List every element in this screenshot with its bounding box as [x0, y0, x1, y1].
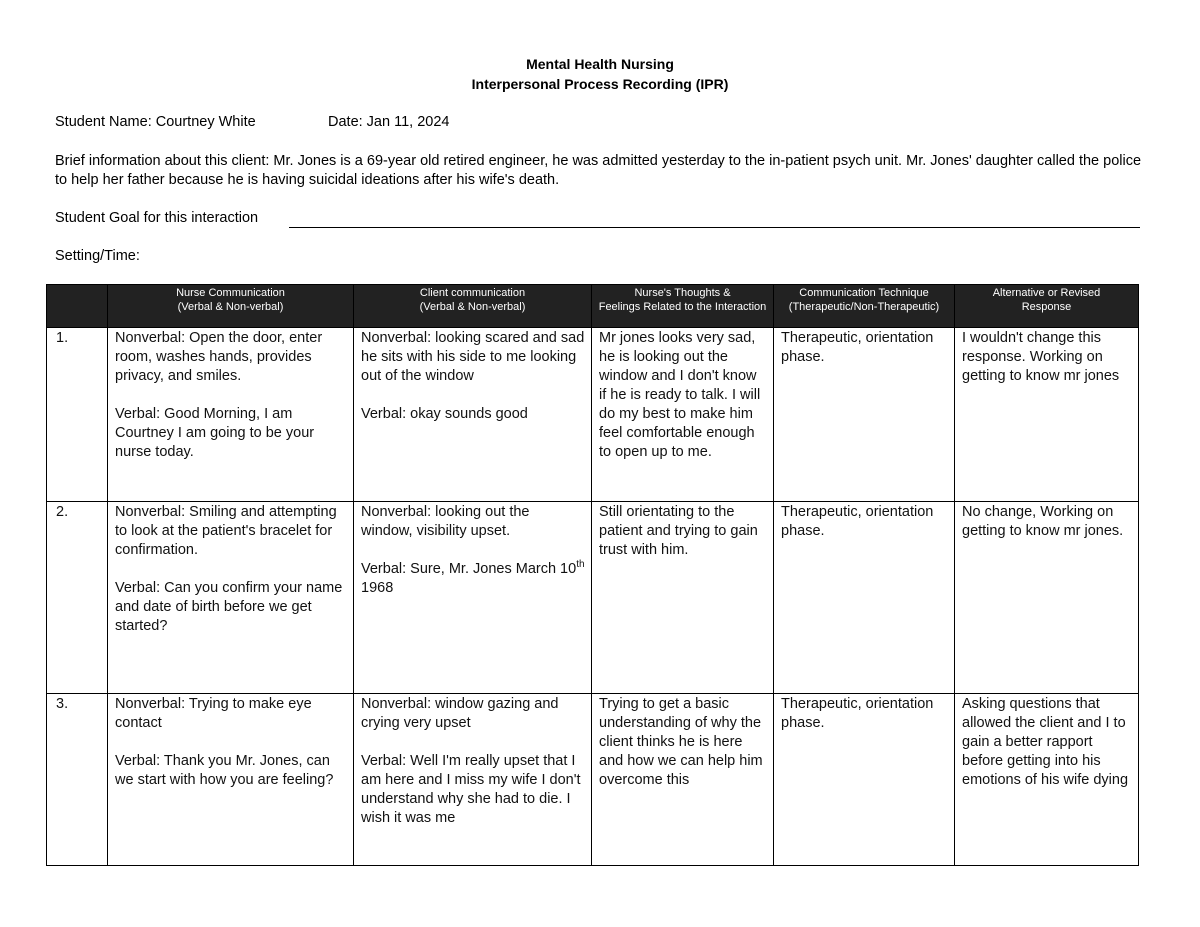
student-info-row	[55, 114, 450, 130]
nurse-thoughts-cell: Mr jones looks very sad, he is looking out the window and I don't know if he is ready to talk. I will do my best to make him feel comfortable enough to open up to me.	[592, 328, 774, 502]
nurse-thoughts-cell: Still orientating to the patient and trying to gain trust with him.	[592, 502, 774, 694]
student-goal-blank-line	[289, 227, 1140, 228]
row-number: 1.	[47, 328, 108, 502]
column-header-alternative-response: Alternative or Revised Response	[955, 285, 1139, 328]
nurse-communication-cell: Nonverbal: Trying to make eye contact Verbal: Thank you Mr. Jones, can we start with how you are feeling?	[108, 694, 354, 866]
nurse-communication-cell: Nonverbal: Smiling and attempting to look at the patient's bracelet for confirmation. Verbal: Can you confirm your name and date of birth before we get started?	[108, 502, 354, 694]
document-title: Mental Health Nursing	[526, 56, 674, 72]
alternative-response-cell: Asking questions that allowed the client and I to gain a better rapport before getting into his emotions of his wife dying	[955, 694, 1139, 866]
row-number: 2.	[47, 502, 108, 694]
nurse-communication-cell: Nonverbal: Open the door, enter room, washes hands, provides privacy, and smiles. Verbal: Good Morning, I am Courtney I am going to be your nurse today.	[108, 328, 354, 502]
alternative-response-cell: No change, Working on getting to know mr jones.	[955, 502, 1139, 694]
table-header-row	[47, 285, 1139, 328]
table-row	[47, 502, 1139, 694]
client-communication-cell: Nonverbal: looking out the window, visibility upset. Verbal: Sure, Mr. Jones March 10th 1968	[354, 502, 592, 694]
column-header-number	[47, 285, 108, 328]
technique-cell: Therapeutic, orientation phase.	[774, 694, 955, 866]
nurse-thoughts-cell: Trying to get a basic understanding of why the client thinks he is here and how we can help him overcome this	[592, 694, 774, 866]
row-number: 3.	[47, 694, 108, 866]
technique-cell: Therapeutic, orientation phase.	[774, 502, 955, 694]
client-communication-cell: Nonverbal: window gazing and crying very upset Verbal: Well I'm really upset that I am here and I miss my wife I don't understand why she had to die. I wish it was me	[354, 694, 592, 866]
document-subtitle: Interpersonal Process Recording (IPR)	[471, 76, 729, 92]
ipr-table	[46, 284, 1139, 866]
student-goal-label: Student Goal for this interaction	[55, 210, 259, 226]
technique-cell: Therapeutic, orientation phase.	[774, 328, 955, 502]
column-header-communication-technique: Communication Technique (Therapeutic/Non-Therapeutic)	[774, 285, 955, 328]
alternative-response-cell: I wouldn't change this response. Working on getting to know mr jones	[955, 328, 1139, 502]
client-communication-cell: Nonverbal: looking scared and sad he sits with his side to me looking out of the window Verbal: okay sounds good	[354, 328, 592, 502]
client-brief-info: Brief information about this client: Mr. Jones is a 69-year old retired engineer, he was admitted yesterday to the in-patient psych unit. Mr. Jones' daughter called the police to help her father because he is having suicidal ideations after his wife's death.	[55, 153, 1142, 188]
setting-time-label: Setting/Time:	[55, 248, 140, 264]
column-header-nurse-thoughts: Nurse's Thoughts & Feelings Related to the Interaction	[592, 285, 774, 328]
table-row	[47, 694, 1139, 866]
column-header-nurse-communication: Nurse Communication (Verbal & Non-verbal)	[108, 285, 354, 328]
column-header-client-communication: Client communication (Verbal & Non-verbal)	[354, 285, 592, 328]
table-row	[47, 328, 1139, 502]
interaction-date: Date: Jan 11, 2024	[328, 114, 450, 130]
student-name: Student Name: Courtney White	[55, 114, 256, 130]
